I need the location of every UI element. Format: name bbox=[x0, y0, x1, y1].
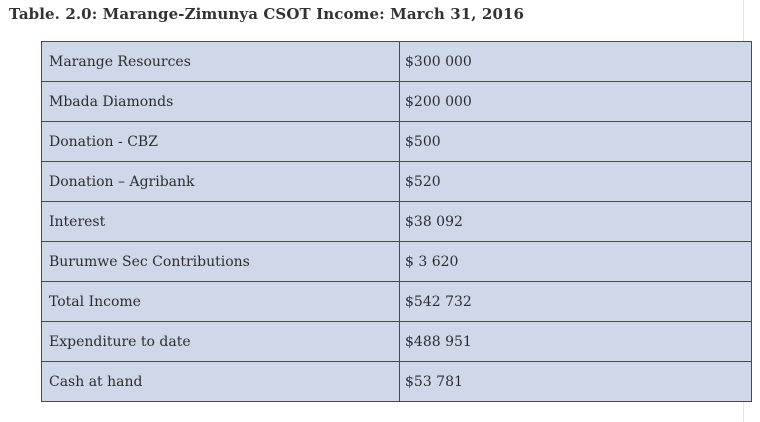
row-label: Total Income bbox=[42, 282, 400, 322]
row-label: Mbada Diamonds bbox=[42, 82, 400, 122]
row-label: Donation – Agribank bbox=[42, 162, 400, 202]
table-caption: Table. 2.0: Marange-Zimunya CSOT Income: March 31, 2016 bbox=[9, 5, 525, 23]
table-row bbox=[42, 322, 752, 362]
table-row bbox=[42, 282, 752, 322]
row-label: Marange Resources bbox=[42, 42, 400, 82]
row-amount: $200 000 bbox=[400, 82, 752, 122]
row-label: Interest bbox=[42, 202, 400, 242]
table-row bbox=[42, 242, 752, 282]
row-amount: $300 000 bbox=[400, 42, 752, 82]
income-table bbox=[41, 41, 752, 402]
table-row bbox=[42, 202, 752, 242]
row-amount: $488 951 bbox=[400, 322, 752, 362]
table-row bbox=[42, 122, 752, 162]
row-amount: $ 3 620 bbox=[400, 242, 752, 282]
row-amount: $500 bbox=[400, 122, 752, 162]
row-amount: $542 732 bbox=[400, 282, 752, 322]
row-amount: $520 bbox=[400, 162, 752, 202]
row-label: Cash at hand bbox=[42, 362, 400, 402]
table-row bbox=[42, 162, 752, 202]
table-row bbox=[42, 42, 752, 82]
row-label: Expenditure to date bbox=[42, 322, 400, 362]
table-row bbox=[42, 82, 752, 122]
row-label: Donation - CBZ bbox=[42, 122, 400, 162]
row-label: Burumwe Sec Contributions bbox=[42, 242, 400, 282]
table-row bbox=[42, 362, 752, 402]
row-amount: $53 781 bbox=[400, 362, 752, 402]
row-amount: $38 092 bbox=[400, 202, 752, 242]
